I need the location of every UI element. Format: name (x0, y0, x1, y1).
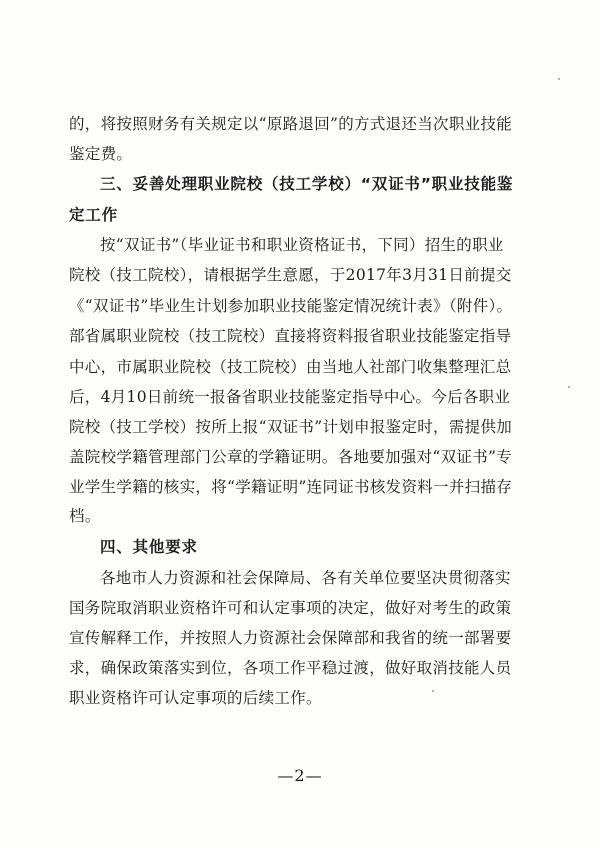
section-three-body-line: 《“双证书”毕业生计划参加职业技能鉴定情况统计表》（附件）。 (69, 297, 513, 315)
section-four-body-line: 职业资格许可认定事项的后续工作。 (69, 689, 322, 707)
paragraph-line: 鉴定费。 (69, 145, 133, 163)
page-number: —2— (277, 766, 323, 785)
section-three-body-line: 业学生学籍的核实，将“学籍证明”连同证书核发资料一并扫描存 (69, 478, 513, 496)
section-three-body-line: 中心，市属职业院校（技工院校）由当地人社部门收集整理汇总 (69, 358, 512, 376)
scan-speck (568, 386, 570, 388)
section-four-heading: 四、其他要求 (100, 538, 198, 556)
section-three-body-line: 按“双证书”（毕业证书和职业资格证书，下同）招生的职业 (100, 236, 504, 254)
section-three-body-line: 院校（技工院校），请根据学生意愿，于2017年3月31日前提交 (69, 266, 512, 284)
section-four-body-line: 宣传解释工作，并按照人力资源社会保障部和我省的统一部署要 (69, 629, 512, 647)
scan-speck (558, 78, 560, 80)
section-three-heading: 三、妥善处理职业院校（技工学校）“双证书”职业技能鉴 (100, 175, 514, 193)
scan-speck (432, 690, 434, 692)
section-three-heading-cont: 定工作 (69, 206, 118, 224)
section-three-body-line: 院校（技工学校）按所上报“双证书”计划申报鉴定时，需提供加 (69, 418, 513, 436)
section-three-body-line: 盖院校学籍管理部门公章的学籍证明。各地要加强对“双证书”专 (69, 448, 513, 466)
section-three-body-line: 档。 (69, 507, 101, 525)
section-four-body-line: 国务院取消职业资格许可和认定事项的决定，做好对考生的政策 (69, 599, 512, 617)
section-three-body-line: 部省属职业院校（技工院校）直接将资料报省职业技能鉴定指导 (69, 327, 512, 345)
section-four-body-line: 求，确保政策落实到位，各项工作平稳过渡，做好取消技能人员 (69, 659, 512, 677)
section-three-body-line: 后，4月10日前统一报备省职业技能鉴定指导中心。今后各职业 (69, 388, 511, 406)
paragraph-line: 的，将按照财务有关规定以“原路退回”的方式退还当次职业技能 (69, 115, 513, 133)
section-four-body-line: 各地市人力资源和社会保障局、各有关单位要坚决贯彻落实 (100, 569, 511, 587)
